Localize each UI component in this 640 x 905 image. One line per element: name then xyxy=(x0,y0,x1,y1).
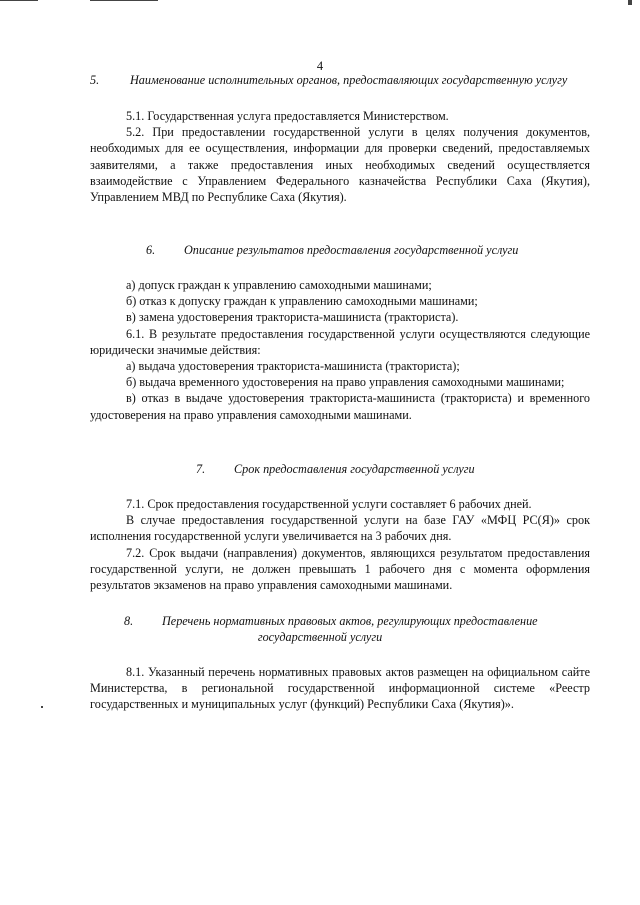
paragraph: 5.1. Государственная услуга предоставляется Министерством. xyxy=(126,109,449,123)
section-5-body xyxy=(90,108,590,205)
page-number: 4 xyxy=(316,59,324,73)
section-title: Срок предоставления государственной услуги xyxy=(234,462,475,476)
paragraph: 7.2. Срок выдачи (направления) документов, являющихся результатом предоставления государственной услуги, не должен превышать 1 рабочего дня с момента оформления результатов экзаменов на право управления самоходными машинами. xyxy=(90,545,590,593)
scan-mark-top-right xyxy=(628,0,632,5)
section-number: 5. xyxy=(90,73,100,87)
list-item: б) отказ к допуску граждан к управлению самоходными машинами; xyxy=(126,294,478,309)
section-number: 8. xyxy=(124,614,134,628)
section-title: Описание результатов предоставления государственной услуги xyxy=(184,243,519,257)
scan-mark-top-left xyxy=(0,0,38,1)
section-8-body xyxy=(90,664,590,713)
paragraph: 6.1. В результате предоставления государственной услуги осуществляются следующие юридически значимые действия: xyxy=(90,326,590,357)
section-title: Наименование исполнительных органов, предоставляющих государственную услугу xyxy=(130,73,568,87)
section-title-line-1: Перечень нормативных правовых актов, регулирующих предоставление xyxy=(162,614,538,628)
section-8-heading-line-2 xyxy=(0,629,640,645)
paragraph: 5.2. При предоставлении государственной услуги в целях получения документов, необходимых для ее осуществления, информации для проверки сведений, предоставляемых заявителями, а также предоставления иных необходимых сведений осуществляется взаимодействие с Управлением Федерального казначейства Республики Саха (Якутия), Управлением МВД по Республике Саха (Якутия). xyxy=(90,125,590,205)
paragraph: В случае предоставления государственной услуги на базе ГАУ «МФЦ РС(Я)» срок исполнения государственной услуги увеличивается на 3 рабочих дня. xyxy=(90,513,590,544)
list-item: в) замена удостоверения тракториста-машиниста (тракториста). xyxy=(126,310,459,325)
list-item: в) отказ в выдаче удостоверения тракториста-машиниста (тракториста) и временного удостоверения на право управления самоходными машинами. xyxy=(90,391,590,422)
section-7-body xyxy=(90,496,590,593)
scan-mark-left-margin xyxy=(41,706,43,708)
section-title-line-2: государственной услуги xyxy=(257,630,383,644)
section-number: 6. xyxy=(146,243,156,257)
section-number: 7. xyxy=(196,462,206,476)
paragraph: 7.1. Срок предоставления государственной услуги составляет 6 рабочих дней. xyxy=(126,497,532,511)
list-item: б) выдача временного удостоверения на право управления самоходными машинами; xyxy=(126,375,565,390)
list-item: а) выдача удостоверения тракториста-машиниста (тракториста); xyxy=(126,359,460,374)
scan-mark-top-center xyxy=(90,0,158,1)
section-6-body xyxy=(90,277,590,423)
paragraph: 8.1. Указанный перечень нормативных правовых актов размещен на официальном сайте Министерства, в региональной государственной информационной системе «Реестр государственных и муниципальных услуг (функций) Республики Саха (Якутия)». xyxy=(90,665,590,712)
list-item: а) допуск граждан к управлению самоходными машинами; xyxy=(126,278,432,292)
